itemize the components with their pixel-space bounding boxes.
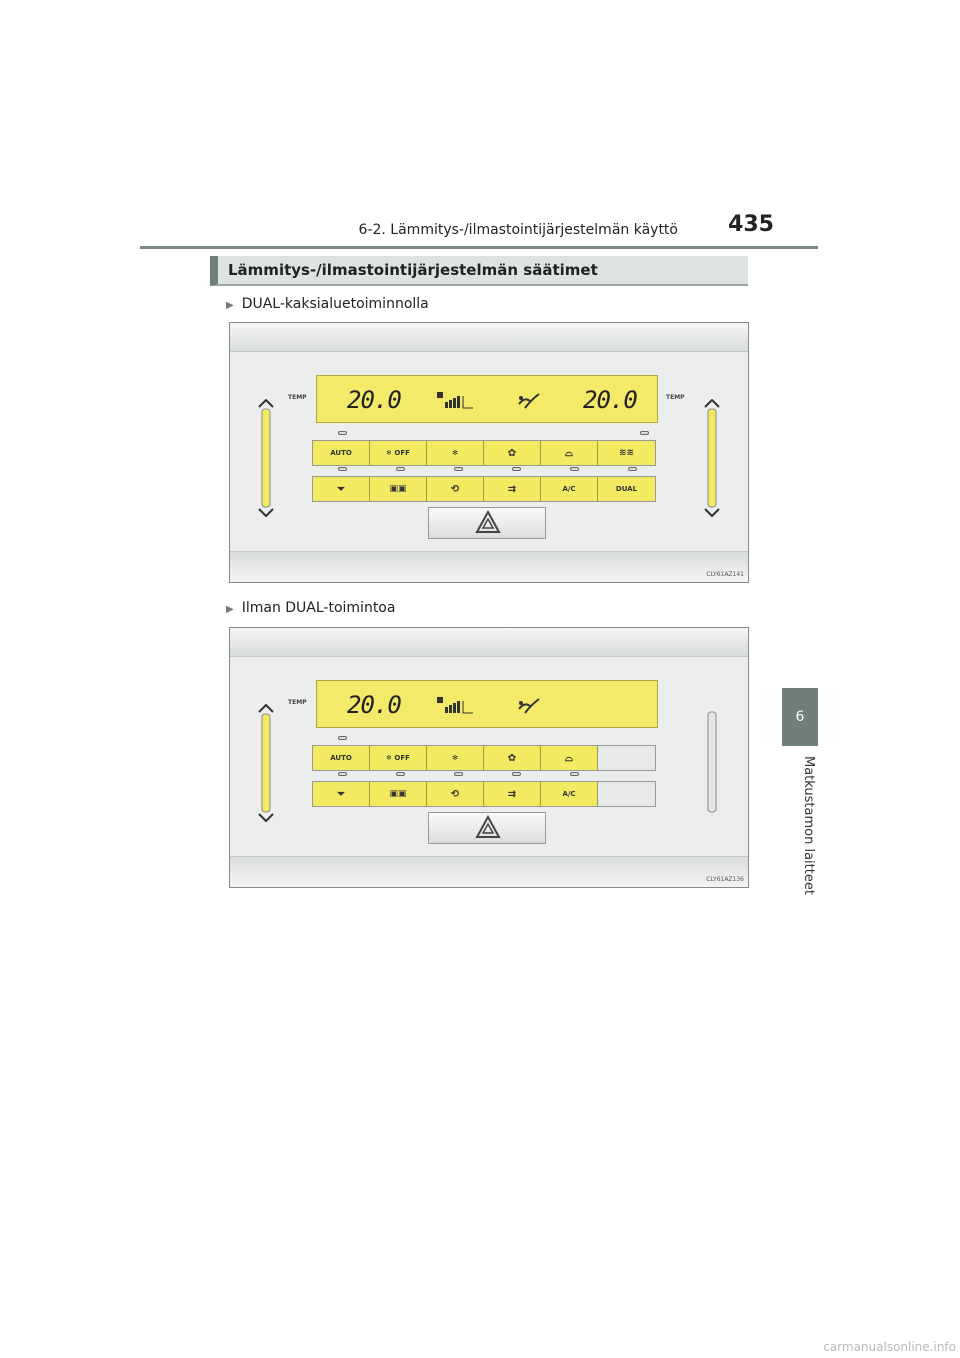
watermark-text: carmanualsonline.info [823,1340,956,1354]
rear-defog-icon: ≋≋ [618,448,635,458]
footwell-button[interactable] [313,477,370,501]
button-row-bottom [312,476,656,502]
chapter-label: Matkustamon laitteet [801,756,816,895]
caption-non-dual: ▶ Ilman DUAL-toimintoa [226,600,396,616]
panel-top-trim [230,323,748,352]
mirror-heat-icon: ▣▣ [389,484,407,494]
fresh-air-button[interactable] [484,782,541,806]
rear-defog-button[interactable] [598,441,655,465]
recirculation-button[interactable] [427,782,484,806]
temp-label-left: TEMP [288,699,307,706]
fan-low-icon: ✻ [452,449,458,457]
fan-high-button[interactable] [484,441,541,465]
panel-top-trim [230,628,748,657]
section-title [210,256,748,286]
hazard-button[interactable] [428,507,546,539]
chapter-tab[interactable]: 6 [782,688,818,746]
fan-low-button[interactable] [427,746,484,770]
indicator-led [570,772,579,776]
temp-slider-right-inactive [702,704,722,822]
windshield-defog-button[interactable] [541,746,598,770]
airflow-mode-icon [517,390,543,410]
temp-left-readout: 20.0 [347,386,401,414]
temp-label-left: TEMP [288,394,307,401]
blank-button [598,782,655,806]
fan-high-button[interactable] [484,746,541,770]
caption-dual: ▶ DUAL-kaksialuetoiminnolla [226,296,429,312]
indicator-led [338,431,347,435]
indicator-led [512,467,521,471]
triangle-bullet-icon: ▶ [226,300,234,311]
climate-display [316,375,658,423]
fan-off-button[interactable]: ❄ OFF [370,746,427,770]
recirc-icon: ⟲ [450,788,460,800]
temp-slider-left[interactable] [256,704,276,822]
temp-slider-left[interactable] [256,399,276,517]
fan-low-icon: ✻ [452,754,458,762]
indicator-led [338,467,347,471]
indicator-led [454,772,463,776]
hazard-icon [429,508,547,538]
indicator-led [628,467,637,471]
mirror-heater-button[interactable] [370,782,427,806]
climate-display [316,680,658,728]
temp-slider-right[interactable] [702,399,722,517]
recirculation-button[interactable] [427,477,484,501]
airflow-mode-icon [517,695,543,715]
triangle-bullet-icon: ▶ [226,604,234,615]
button-row-bottom [312,781,656,807]
page-header [140,212,818,249]
foot-icon: ⏷ [337,483,345,495]
page-number: 435 [728,212,774,237]
temp-right-readout: 20.0 [583,386,637,414]
windshield-icon: ⌓ [565,447,573,459]
button-row-top [312,745,656,771]
fan-off-button[interactable]: ❄ OFF [370,441,427,465]
climate-panel-dual [229,322,749,583]
mirror-heater-button[interactable] [370,477,427,501]
hazard-button[interactable] [428,812,546,844]
fresh-air-button[interactable] [484,477,541,501]
panel-bottom-trim [230,551,748,582]
indicator-led [570,467,579,471]
climate-panel-single [229,627,749,888]
header-section-title: 6-2. Lämmitys-/ilmastointijärjestelmän käyttö [358,222,678,238]
fresh-air-icon: ⇉ [507,483,517,495]
panel-bottom-trim [230,856,748,887]
indicator-led [396,772,405,776]
indicator-led [640,431,649,435]
fan-speed-icon [437,697,477,715]
auto-button[interactable]: AUTO [313,441,370,465]
section-title-text: Lämmitys-/ilmastointijärjestelmän säätimet [228,261,598,279]
fan-high-icon: ✿ [507,447,517,459]
mirror-heat-icon: ▣▣ [389,789,407,799]
dual-button[interactable]: DUAL [615,485,638,493]
indicator-led [396,467,405,471]
fresh-air-icon: ⇉ [507,788,517,800]
button-row-top [312,440,656,466]
image-code: CLY61AZ136 [706,876,744,883]
windshield-defog-button[interactable] [541,441,598,465]
temp-label-right: TEMP [666,394,685,401]
ac-button[interactable]: A/C [541,782,598,806]
temp-left-readout: 20.0 [347,691,401,719]
fan-speed-icon [437,392,477,410]
recirc-icon: ⟲ [450,483,460,495]
indicator-led [338,736,347,740]
indicator-led [338,772,347,776]
foot-icon: ⏷ [337,788,345,800]
ac-button[interactable]: A/C [541,477,598,501]
footwell-button[interactable] [313,782,370,806]
indicator-led [454,467,463,471]
windshield-icon: ⌓ [565,752,573,764]
blank-button [598,746,655,770]
fan-high-icon: ✿ [507,752,517,764]
hazard-icon [429,813,547,843]
auto-button[interactable]: AUTO [313,746,370,770]
fan-low-button[interactable] [427,441,484,465]
image-code: CLY61AZ141 [706,571,744,578]
indicator-led [512,772,521,776]
